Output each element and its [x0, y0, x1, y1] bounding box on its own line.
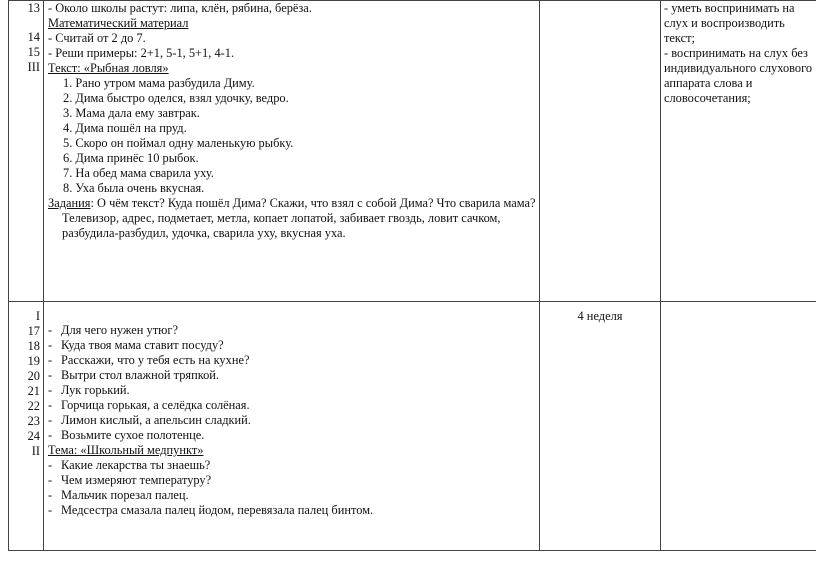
lesson-numbers-cell: [9, 1, 44, 302]
list-item: - Чем измеряют температуру?: [48, 473, 212, 487]
vocabulary-paragraph: [48, 211, 537, 241]
examples-line: - Реши примеры: 2+1, 5-1, 5+1, 4-1.: [48, 46, 235, 60]
quarter-number: II: [31, 444, 40, 458]
story-line: 4. Дима пошёл на пруд.: [63, 121, 187, 135]
list-item: - Лимон кислый, а апельсин сладкий.: [48, 413, 251, 427]
week-cell: [540, 302, 661, 551]
trees-line: - Около школы растут: липа, клён, рябина, берёза.: [48, 1, 312, 15]
content-cell: [44, 1, 540, 302]
list-item: - Мальчик порезал палец.: [48, 488, 189, 502]
lesson-number: 21: [27, 384, 40, 398]
lesson-number: 15: [27, 45, 40, 59]
table-row-2: [9, 302, 816, 551]
lesson-number: 22: [27, 399, 40, 413]
lesson-number: 18: [27, 339, 40, 353]
tasks-paragraph: [48, 196, 537, 211]
lesson-number: 14: [27, 30, 40, 44]
skill-item: - воспринимать на слух без индивидуального слухового аппарата слова и словосочетания;: [664, 46, 813, 105]
week-label: 4 неделя: [577, 309, 623, 323]
story-line: 5. Скоро он поймал одну маленькую рыбку.: [63, 136, 294, 150]
story-line: 8. Уха была очень вкусная.: [63, 181, 205, 195]
tasks-text: : О чём текст? Куда пошёл Дима? Скажи, что взял с собой Дима? Что сварила мама?: [90, 196, 536, 210]
list-item: - Какие лекарства ты знаешь?: [48, 458, 211, 472]
lesson-number: 19: [27, 354, 40, 368]
list-item: - Возьмите сухое полотенце.: [48, 428, 205, 442]
tasks-label: Задания: [48, 196, 91, 210]
content-cell: [44, 302, 540, 551]
story-list: [48, 76, 537, 196]
vocabulary-text: Телевизор, адрес, подметает, метла, копает лопатой, забивает гвоздь, ловит сачком, разбудила-разбудил, удочка, сварила уху, вкусная уха.: [62, 211, 501, 240]
lesson-number: 20: [27, 369, 40, 383]
list-item: - Медсестра смазала палец йодом, перевязала палец бинтом.: [48, 503, 374, 517]
list-item: - Горчица горькая, а селёдка солёная.: [48, 398, 250, 412]
lesson-number: 17: [27, 324, 40, 338]
story-line: 1. Рано утром мама разбудила Диму.: [63, 76, 255, 90]
list-item: - Куда твоя мама ставит посуду?: [48, 338, 224, 352]
list-item: - Для чего нужен утюг?: [48, 323, 178, 337]
count-line: - Считай от 2 до 7.: [48, 31, 146, 45]
empty-cell: [540, 1, 661, 302]
skill-item: - уметь воспринимать на слух и воспроизводить текст;: [664, 1, 795, 45]
list-item: - Лук горький.: [48, 383, 130, 397]
lesson-number: 24: [27, 429, 40, 443]
quarter-number: III: [27, 60, 40, 74]
skills-cell: [661, 1, 816, 302]
math-heading: Математический материал: [48, 16, 189, 30]
quarter-number: I: [35, 309, 40, 323]
topic-heading: Тема: «Школьный медпункт»: [48, 443, 204, 457]
table-row-1: [9, 1, 816, 302]
list-item: - Расскажи, что у тебя есть на кухне?: [48, 353, 250, 367]
skills-cell: [661, 302, 816, 551]
lesson-number: 23: [27, 414, 40, 428]
story-line: 3. Мама дала ему завтрак.: [63, 106, 200, 120]
story-line: 6. Дима принёс 10 рыбок.: [63, 151, 199, 165]
list-item: - Вытри стол влажной тряпкой.: [48, 368, 220, 382]
story-line: 2. Дима быстро оделся, взял удочку, ведро.: [63, 91, 289, 105]
lesson-plan-table: [8, 0, 816, 551]
text-heading: Текст: «Рыбная ловля»: [48, 61, 169, 75]
lesson-number: 13: [27, 1, 40, 15]
lesson-numbers-cell: [9, 302, 44, 551]
story-line: 7. На обед мама сварила уху.: [63, 166, 214, 180]
